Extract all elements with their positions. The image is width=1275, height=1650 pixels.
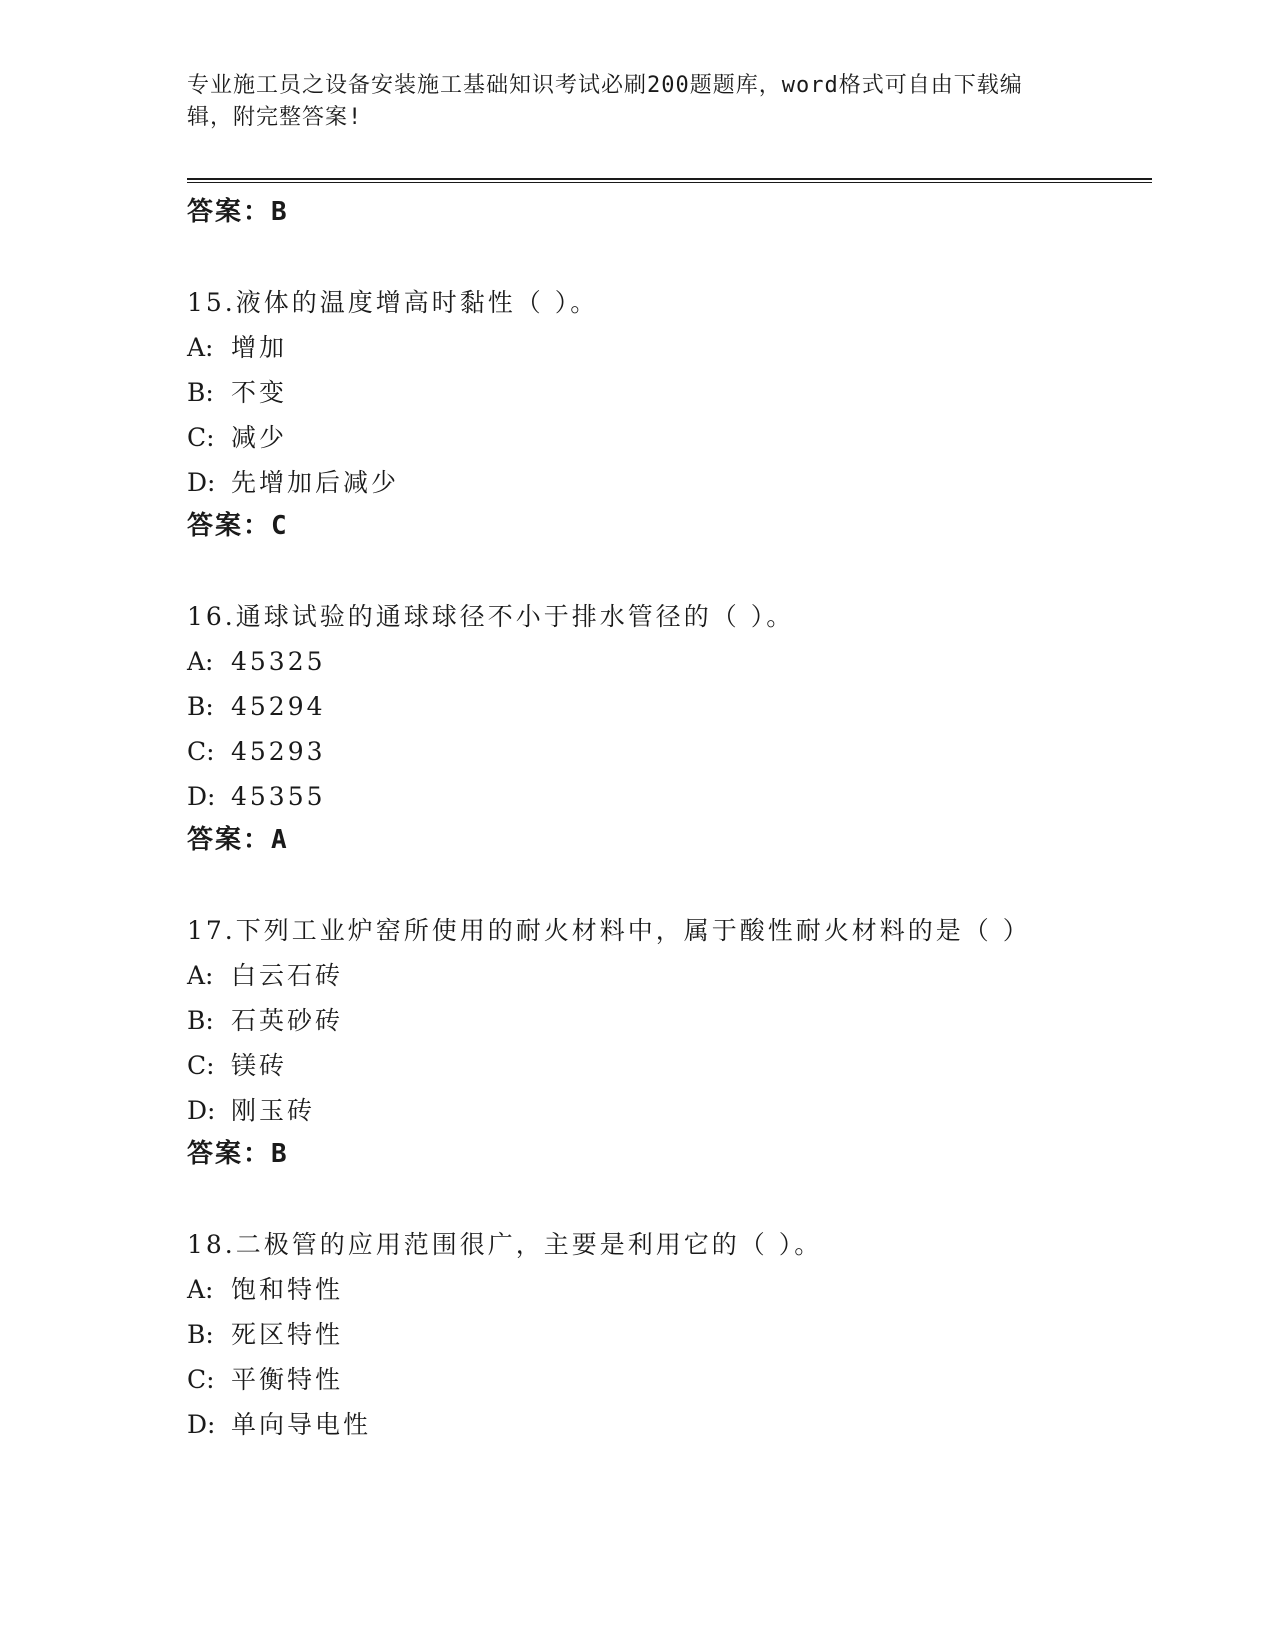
question-title: 18.二极管的应用范围很广，主要是利用它的（ ）。 xyxy=(187,1230,823,1259)
option-text: 不变 xyxy=(231,378,288,407)
option-letter: B: xyxy=(187,692,214,721)
option-letter: B: xyxy=(187,378,214,407)
question-option xyxy=(187,959,1152,993)
question-option xyxy=(187,1273,1152,1307)
option-letter: C: xyxy=(187,1051,215,1080)
option-text: 饱和特性 xyxy=(231,1275,344,1304)
option-letter: A: xyxy=(187,333,214,362)
option-letter: D: xyxy=(187,1410,216,1439)
question-option xyxy=(187,376,1152,410)
question-option xyxy=(187,1363,1152,1397)
option-text: 45293 xyxy=(231,737,326,766)
option-text: 先增加后减少 xyxy=(231,468,400,497)
option-text: 平衡特性 xyxy=(231,1365,344,1394)
option-text: 减少 xyxy=(231,423,288,452)
option-letter: C: xyxy=(187,423,215,452)
option-text: 石英砂砖 xyxy=(231,1006,344,1035)
answer-line: 答案：A xyxy=(187,825,289,855)
option-letter: C: xyxy=(187,1365,215,1394)
document-header: 专业施工员之设备安装施工基础知识考试必刷200题题库，word格式可自由下载编辑，附完整答案! xyxy=(187,73,1023,130)
question-option xyxy=(187,421,1152,455)
option-text: 45294 xyxy=(231,692,326,721)
option-text: 刚玉砖 xyxy=(231,1096,316,1125)
option-letter: D: xyxy=(187,782,216,811)
option-letter: A: xyxy=(187,1275,214,1304)
option-text: 45355 xyxy=(231,782,326,811)
question-option xyxy=(187,1318,1152,1352)
option-text: 死区特性 xyxy=(231,1320,344,1349)
question-title: 15.液体的温度增高时黏性（ ）。 xyxy=(187,288,599,317)
option-letter: D: xyxy=(187,468,216,497)
question-option xyxy=(187,690,1152,724)
question-option xyxy=(187,1408,1152,1442)
question-block xyxy=(187,286,1152,543)
option-text: 45325 xyxy=(231,647,326,676)
header-divider xyxy=(187,178,1152,183)
question-title: 16.通球试验的通球球径不小于排水管径的（ ）。 xyxy=(187,602,795,631)
question-option xyxy=(187,1004,1152,1038)
option-text: 增加 xyxy=(231,333,288,362)
option-letter: A: xyxy=(187,647,214,676)
option-text: 白云石砖 xyxy=(231,961,344,990)
answer-line: 答案：C xyxy=(187,511,289,541)
question-block xyxy=(187,914,1152,1171)
question-option xyxy=(187,331,1152,365)
question-title: 17.下列工业炉窑所使用的耐火材料中，属于酸性耐火材料的是（ ） xyxy=(187,916,1031,945)
option-letter: C: xyxy=(187,737,215,766)
option-letter: D: xyxy=(187,1096,216,1125)
question-list xyxy=(187,286,1152,1442)
question-option xyxy=(187,1094,1152,1128)
question-option xyxy=(187,645,1152,679)
question-option xyxy=(187,735,1152,769)
question-block xyxy=(187,1228,1152,1442)
answer-line: 答案：B xyxy=(187,1139,289,1169)
question-option xyxy=(187,1049,1152,1083)
question-block xyxy=(187,600,1152,857)
document-page xyxy=(187,70,1152,1453)
answer-line: 答案：B xyxy=(187,197,289,227)
option-letter: B: xyxy=(187,1006,214,1035)
option-text: 镁砖 xyxy=(231,1051,288,1080)
option-text: 单向导电性 xyxy=(231,1410,372,1439)
option-letter: B: xyxy=(187,1320,214,1349)
option-letter: A: xyxy=(187,961,214,990)
question-option xyxy=(187,780,1152,814)
question-option xyxy=(187,466,1152,500)
